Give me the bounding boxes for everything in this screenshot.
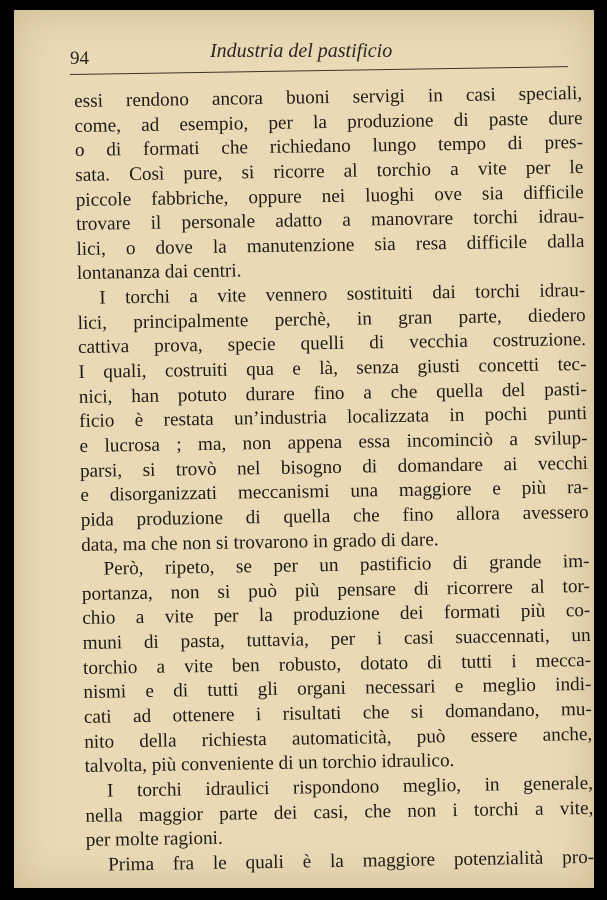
text-line: cattiva prova, specie quelli di vecchia costruzione. <box>77 329 587 359</box>
text-line: nismi e di tutti gli organi necessari e meglio indi- <box>83 674 592 704</box>
text-line: torchio a vite ben robusto, dotato di tutti i mecca- <box>82 649 592 679</box>
text-line: come, ad esempio, per la produzione di paste dure <box>74 107 583 137</box>
text-line: lici, principalmente perchè, in gran parte, diedero <box>77 304 586 334</box>
text-line: Prima fra le quali è la maggiore potenzialità pro- <box>108 846 594 876</box>
text-line: nici, han potuto durare fino a che quella del pasti- <box>78 378 587 408</box>
text-line: essi rendono ancora buoni servigi in casi speciali, <box>74 83 583 112</box>
text-line: o di formati che richiedano lungo tempo di pres- <box>74 132 584 162</box>
text-line: e lucrosa ; ma, non appena essa incominciò a svilup- <box>79 427 588 457</box>
text-line: Però, ripeto, se per un pastificio di grande im- <box>103 551 590 580</box>
text-line: I torchi idraulici rispondono meglio, in generale, <box>106 772 594 802</box>
text-line: e disorganizzati meccanismi una maggiore e più ra- <box>80 477 589 507</box>
page-number: 94 <box>70 48 89 69</box>
text-line: per molte ragioni. <box>85 827 223 852</box>
text-line: portanza, non si può più pensare di ricorrere al tor- <box>81 575 591 605</box>
book-page <box>14 10 594 888</box>
text-line: nito della richiesta automaticità, può essere anche, <box>84 723 593 753</box>
text-line: data, ma che non si trovarono in grado di dare. <box>80 528 439 556</box>
text-line: parsi, si trovò nel bisogno di domandare ai vecchi <box>79 452 589 482</box>
text-line: lici, o dove la manutenzione sia resa difficile dalla <box>76 230 585 260</box>
text-line: sata. Così pure, si ricorre al torchio a vite per le <box>75 156 584 186</box>
text-line: muni di pasta, tuttavia, per i casi suaccennati, un <box>82 625 591 655</box>
body-text <box>74 82 594 878</box>
text-line: chio a vite per la produzione dei formati più co- <box>82 600 591 630</box>
text-line: cati ad ottenere i risultati che si domandano, mu- <box>83 698 592 728</box>
text-line: I torchi a vite vennero sostituiti dai torchi idrau- <box>99 280 586 309</box>
text-line: trovare il personale adatto a manovrare torchi idrau- <box>75 206 585 236</box>
running-title: Industria del pastificio <box>210 40 393 62</box>
page-header <box>70 40 570 70</box>
text-line: nella maggior parte dei casi, che non i torchi a vite, <box>85 797 594 827</box>
text-line: ficio è restata un’industria localizzata in pochi punti <box>79 403 588 433</box>
text-line: I quali, costruiti qua e là, senza giusti concetti tec- <box>78 354 587 384</box>
text-line: talvolta, più conveniente di un torchio idraulico. <box>84 750 455 778</box>
text-line: pida produzione di quella che fino allora avessero <box>80 501 589 531</box>
text-line: lontananza dai centri. <box>76 260 242 285</box>
text-line: piccole fabbriche, oppure nei luoghi ove sia difficile <box>75 181 584 211</box>
